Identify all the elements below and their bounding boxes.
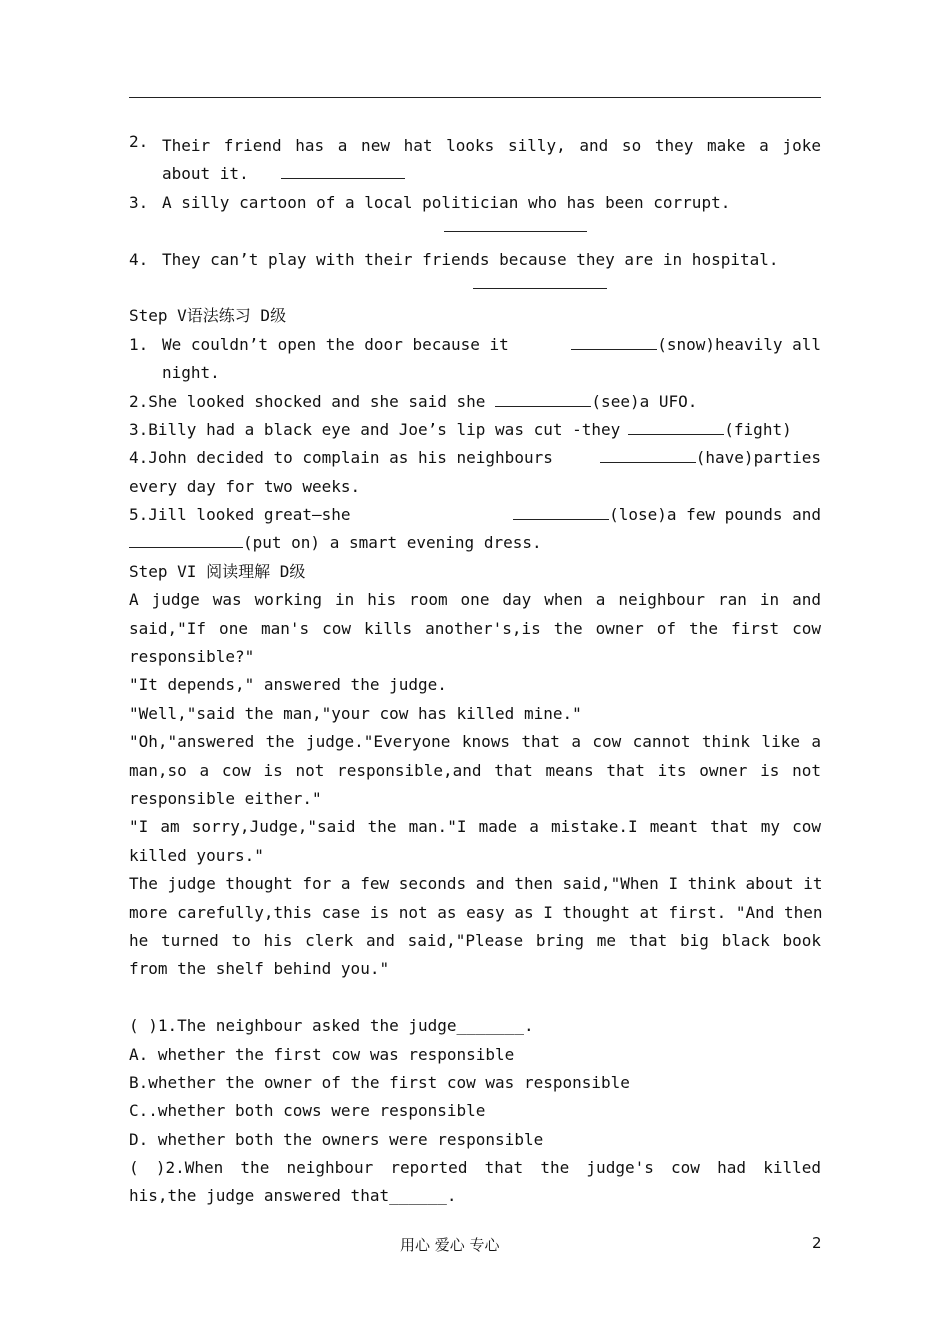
mc-option-a[interactable]: A. whether the first cow was responsible	[129, 1044, 515, 1064]
task-item-4	[129, 246, 821, 274]
task-item-3	[129, 189, 821, 217]
question-text: every day for two weeks.	[129, 476, 361, 496]
task-number: 2.	[129, 132, 149, 151]
page-number: 2	[812, 1234, 822, 1252]
task-number: 3.	[129, 192, 149, 212]
question-text: 5.Jill looked great—she	[129, 505, 351, 525]
task-text	[162, 160, 821, 188]
mc-option-d[interactable]: D. whether both the owners were responsible	[129, 1129, 544, 1149]
answer-blank[interactable]	[473, 288, 607, 289]
answer-blank[interactable]	[281, 162, 405, 179]
question-text: (have)parties	[695, 448, 821, 468]
grammar-item-1	[129, 331, 821, 388]
answer-blank[interactable]	[129, 531, 243, 548]
grammar-item-5	[129, 501, 821, 529]
task-text: Their friend has a new hat looks silly, and so they make a joke	[162, 136, 821, 155]
question-text: 3.Billy had a black eye and Joe’s lip was cut -they	[129, 419, 621, 439]
passage-line: more carefully,this case is not as easy as I thought at first. "And then	[129, 902, 823, 922]
grammar-item-5-cont	[129, 529, 821, 557]
passage-line: said,"If one man's cow kills another's,is the owner of the first cow	[129, 618, 821, 638]
grammar-item-2	[129, 388, 821, 416]
passage-line: The judge thought for a few seconds and then said,"When I think about it	[129, 874, 823, 894]
answer-blank-row	[129, 274, 821, 302]
question-text: (lose)a few pounds and	[609, 505, 821, 525]
passage-line: "Oh,"answered the judge."Everyone knows that a cow cannot think like a	[129, 732, 821, 752]
passage-line: responsible either."	[129, 788, 322, 808]
passage-line: from the shelf behind you."	[129, 959, 390, 979]
document-body	[129, 132, 821, 1211]
grammar-item-3	[129, 416, 821, 444]
question-line	[162, 331, 821, 359]
passage-line: A judge was working in his room one day when a neighbour ran in and	[129, 590, 821, 610]
task-item-2	[129, 132, 821, 189]
passage-line: killed yours."	[129, 845, 264, 865]
spacer	[129, 984, 821, 1012]
question-text: We couldn’t open the door because it	[162, 334, 509, 354]
mc-question-2: ( )2.When the neighbour reported that the judge's cow had killed	[129, 1158, 821, 1178]
answer-blank[interactable]	[571, 333, 657, 350]
mc-question-1: ( )1.The neighbour asked the judge_______.	[129, 1016, 534, 1036]
passage-line: he turned to his clerk and said,"Please bring me that big black book	[129, 930, 821, 950]
task-text: A silly cartoon of a local politician who has been corrupt.	[162, 192, 731, 212]
section-heading-step5: Step V语法练习 D级	[129, 306, 287, 326]
header-rule	[129, 97, 821, 98]
question-text: (put on) a smart evening dress.	[243, 533, 542, 553]
section-heading-step6: Step VI 阅读理解 D级	[129, 561, 306, 581]
question-number: 1.	[129, 334, 149, 354]
answer-blank[interactable]	[444, 231, 587, 232]
mc-option-b[interactable]: B.whether the owner of the first cow was responsible	[129, 1072, 630, 1092]
mc-question-2-cont: his,the judge answered that______.	[129, 1186, 457, 1206]
task-text-end: about it.	[162, 164, 249, 184]
question-text: 4.John decided to complain as his neighbours	[129, 448, 553, 468]
answer-blank[interactable]	[495, 390, 591, 407]
answer-blank[interactable]	[628, 418, 724, 435]
passage-line: responsible?"	[129, 647, 255, 667]
passage-line: "Well,"said the man,"your cow has killed mine."	[129, 703, 582, 723]
question-text: (fight)	[724, 419, 792, 439]
footer-motto: 用心 爱心 专心	[400, 1236, 500, 1254]
question-text: (snow)heavily all	[657, 334, 821, 354]
task-text: They can’t play with their friends because they are in hospital.	[162, 249, 779, 269]
passage-line: man,so a cow is not responsible,and that means that its owner is not	[129, 760, 821, 780]
passage-line: "It depends," answered the judge.	[129, 675, 447, 695]
task-number: 4.	[129, 249, 149, 269]
passage-line: "I am sorry,Judge,"said the man."I made a mistake.I meant that my cow	[129, 817, 821, 837]
grammar-item-4	[129, 444, 821, 472]
answer-blank[interactable]	[600, 446, 696, 463]
question-text: (see)a UFO.	[591, 391, 698, 411]
answer-blank[interactable]	[513, 503, 609, 520]
mc-option-c[interactable]: C..whether both cows were responsible	[129, 1101, 486, 1121]
question-text: night.	[162, 363, 220, 383]
answer-blank-row	[129, 217, 821, 245]
question-text: 2.She looked shocked and she said she	[129, 391, 486, 411]
